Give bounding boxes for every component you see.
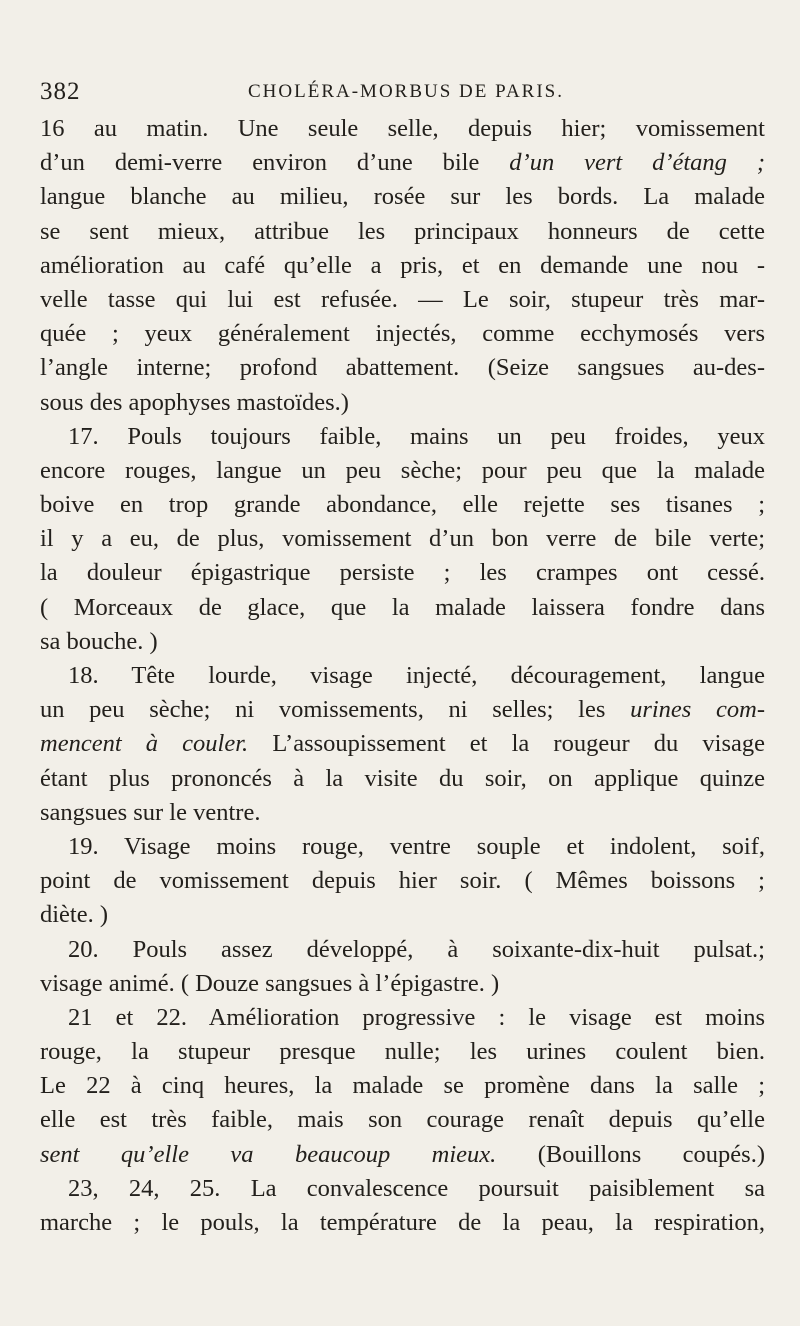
text-segment: 19. Visage moins rouge, ventre souple et indolent, soif, [68,832,765,860]
text-line [40,1138,765,1172]
text-line [40,727,765,761]
text-line [40,1103,765,1137]
text-line [40,1069,765,1103]
text-line [40,249,765,283]
text-segment: 23, 24, 25. La convalescence poursuit paisiblement sa [68,1174,765,1202]
text-line [40,283,765,317]
text-line [40,967,765,1001]
text-segment: encore rouges, langue un peu sèche; pour peu que la malade [40,456,765,484]
text-segment: l’angle interne; profond abattement. (Seize sangsues au-des- [40,354,765,382]
text-segment: 16 au matin. Une seule selle, depuis hier; vomissement [40,115,765,142]
text-line [40,146,765,180]
text-segment: la douleur épigastrique persiste ; les crampes ont cessé. [40,559,765,587]
italic-text: sent qu’elle va beaucoup mieux. [40,1140,497,1168]
text-segment: ( Morceaux de glace, que la malade laissera fondre dans [40,593,765,621]
text-segment: sa bouche. ) [40,627,158,655]
italic-text: urines com- [630,696,765,724]
text-segment: boive en trop grande abondance, elle rejette ses tisanes ; [40,491,765,519]
text-line [40,1035,765,1069]
text-line [40,215,765,249]
text-line [40,522,765,556]
text-segment: amélioration au café qu’elle a pris, et en demande une nou - [40,251,765,279]
text-segment: (Bouillons coupés.) [496,1140,765,1168]
body-text [40,112,765,1240]
text-segment: Le 22 à cinq heures, la malade se promène dans la salle ; [40,1072,765,1100]
text-segment: velle tasse qui lui est refusée. — Le soir, stupeur très mar- [40,285,765,313]
text-segment: diète. ) [40,901,109,929]
text-segment: 20. Pouls assez développé, à soixante-dix-huit pulsat.; [68,935,765,963]
running-head: CHOLÉRA-MORBUS DE PARIS. [248,81,564,102]
text-line [40,1172,765,1206]
text-segment: rouge, la stupeur presque nulle; les urines coulent bien. [40,1038,765,1066]
text-segment: 18. Tête lourde, visage injecté, découragement, langue [68,662,765,689]
text-segment: L’assoupissement et la rougeur du visage [248,730,766,758]
text-line [40,112,765,146]
italic-text: d’un vert d’étang ; [509,149,766,177]
text-line [40,454,765,488]
text-line [40,659,765,693]
text-line [40,591,765,625]
text-line [40,762,765,796]
text-segment: d’un demi-verre environ d’une bile [40,149,510,177]
text-line [40,351,765,385]
text-segment: marche ; le pouls, la température de la peau, la respiration, [40,1209,765,1236]
page-header [40,78,765,112]
text-line [40,693,765,727]
text-segment: se sent mieux, attribue les principaux honneurs de cette [40,217,765,245]
page-number: 382 [40,78,81,105]
text-line [40,1206,765,1240]
text-line [40,386,765,420]
text-segment: 21 et 22. Amélioration progressive : le visage est moins [68,1003,765,1031]
text-segment: 17. Pouls toujours faible, mains un peu froides, yeux [68,422,765,450]
text-line [40,488,765,522]
text-segment: sangsues sur le ventre. [40,798,261,826]
text-line [40,864,765,898]
text-segment: étant plus prononcés à la visite du soir, on applique quinze [40,764,765,792]
text-segment: elle est très faible, mais son courage renaît depuis qu’elle [40,1106,765,1134]
text-line [40,317,765,351]
text-segment: point de vomissement depuis hier soir. ( Mêmes boissons ; [40,867,765,895]
text-segment: sous des apophyses mastoïdes.) [40,388,349,416]
text-line [40,1001,765,1035]
text-line [40,796,765,830]
text-line [40,933,765,967]
italic-text: mencent à couler. [40,730,249,758]
text-segment: visage animé. ( Douze sangsues à l’épigastre. ) [40,969,500,997]
text-line [40,625,765,659]
text-line [40,180,765,214]
text-segment: il y a eu, de plus, vomissement d’un bon verre de bile verte; [40,525,765,553]
text-line [40,420,765,454]
text-line [40,898,765,932]
text-segment: langue blanche au milieu, rosée sur les bords. La malade [40,183,765,211]
text-segment: quée ; yeux généralement injectés, comme ecchymosés vers [40,320,765,348]
text-segment: un peu sèche; ni vomissements, ni selles; les [40,696,631,724]
text-line [40,830,765,864]
text-line [40,556,765,590]
